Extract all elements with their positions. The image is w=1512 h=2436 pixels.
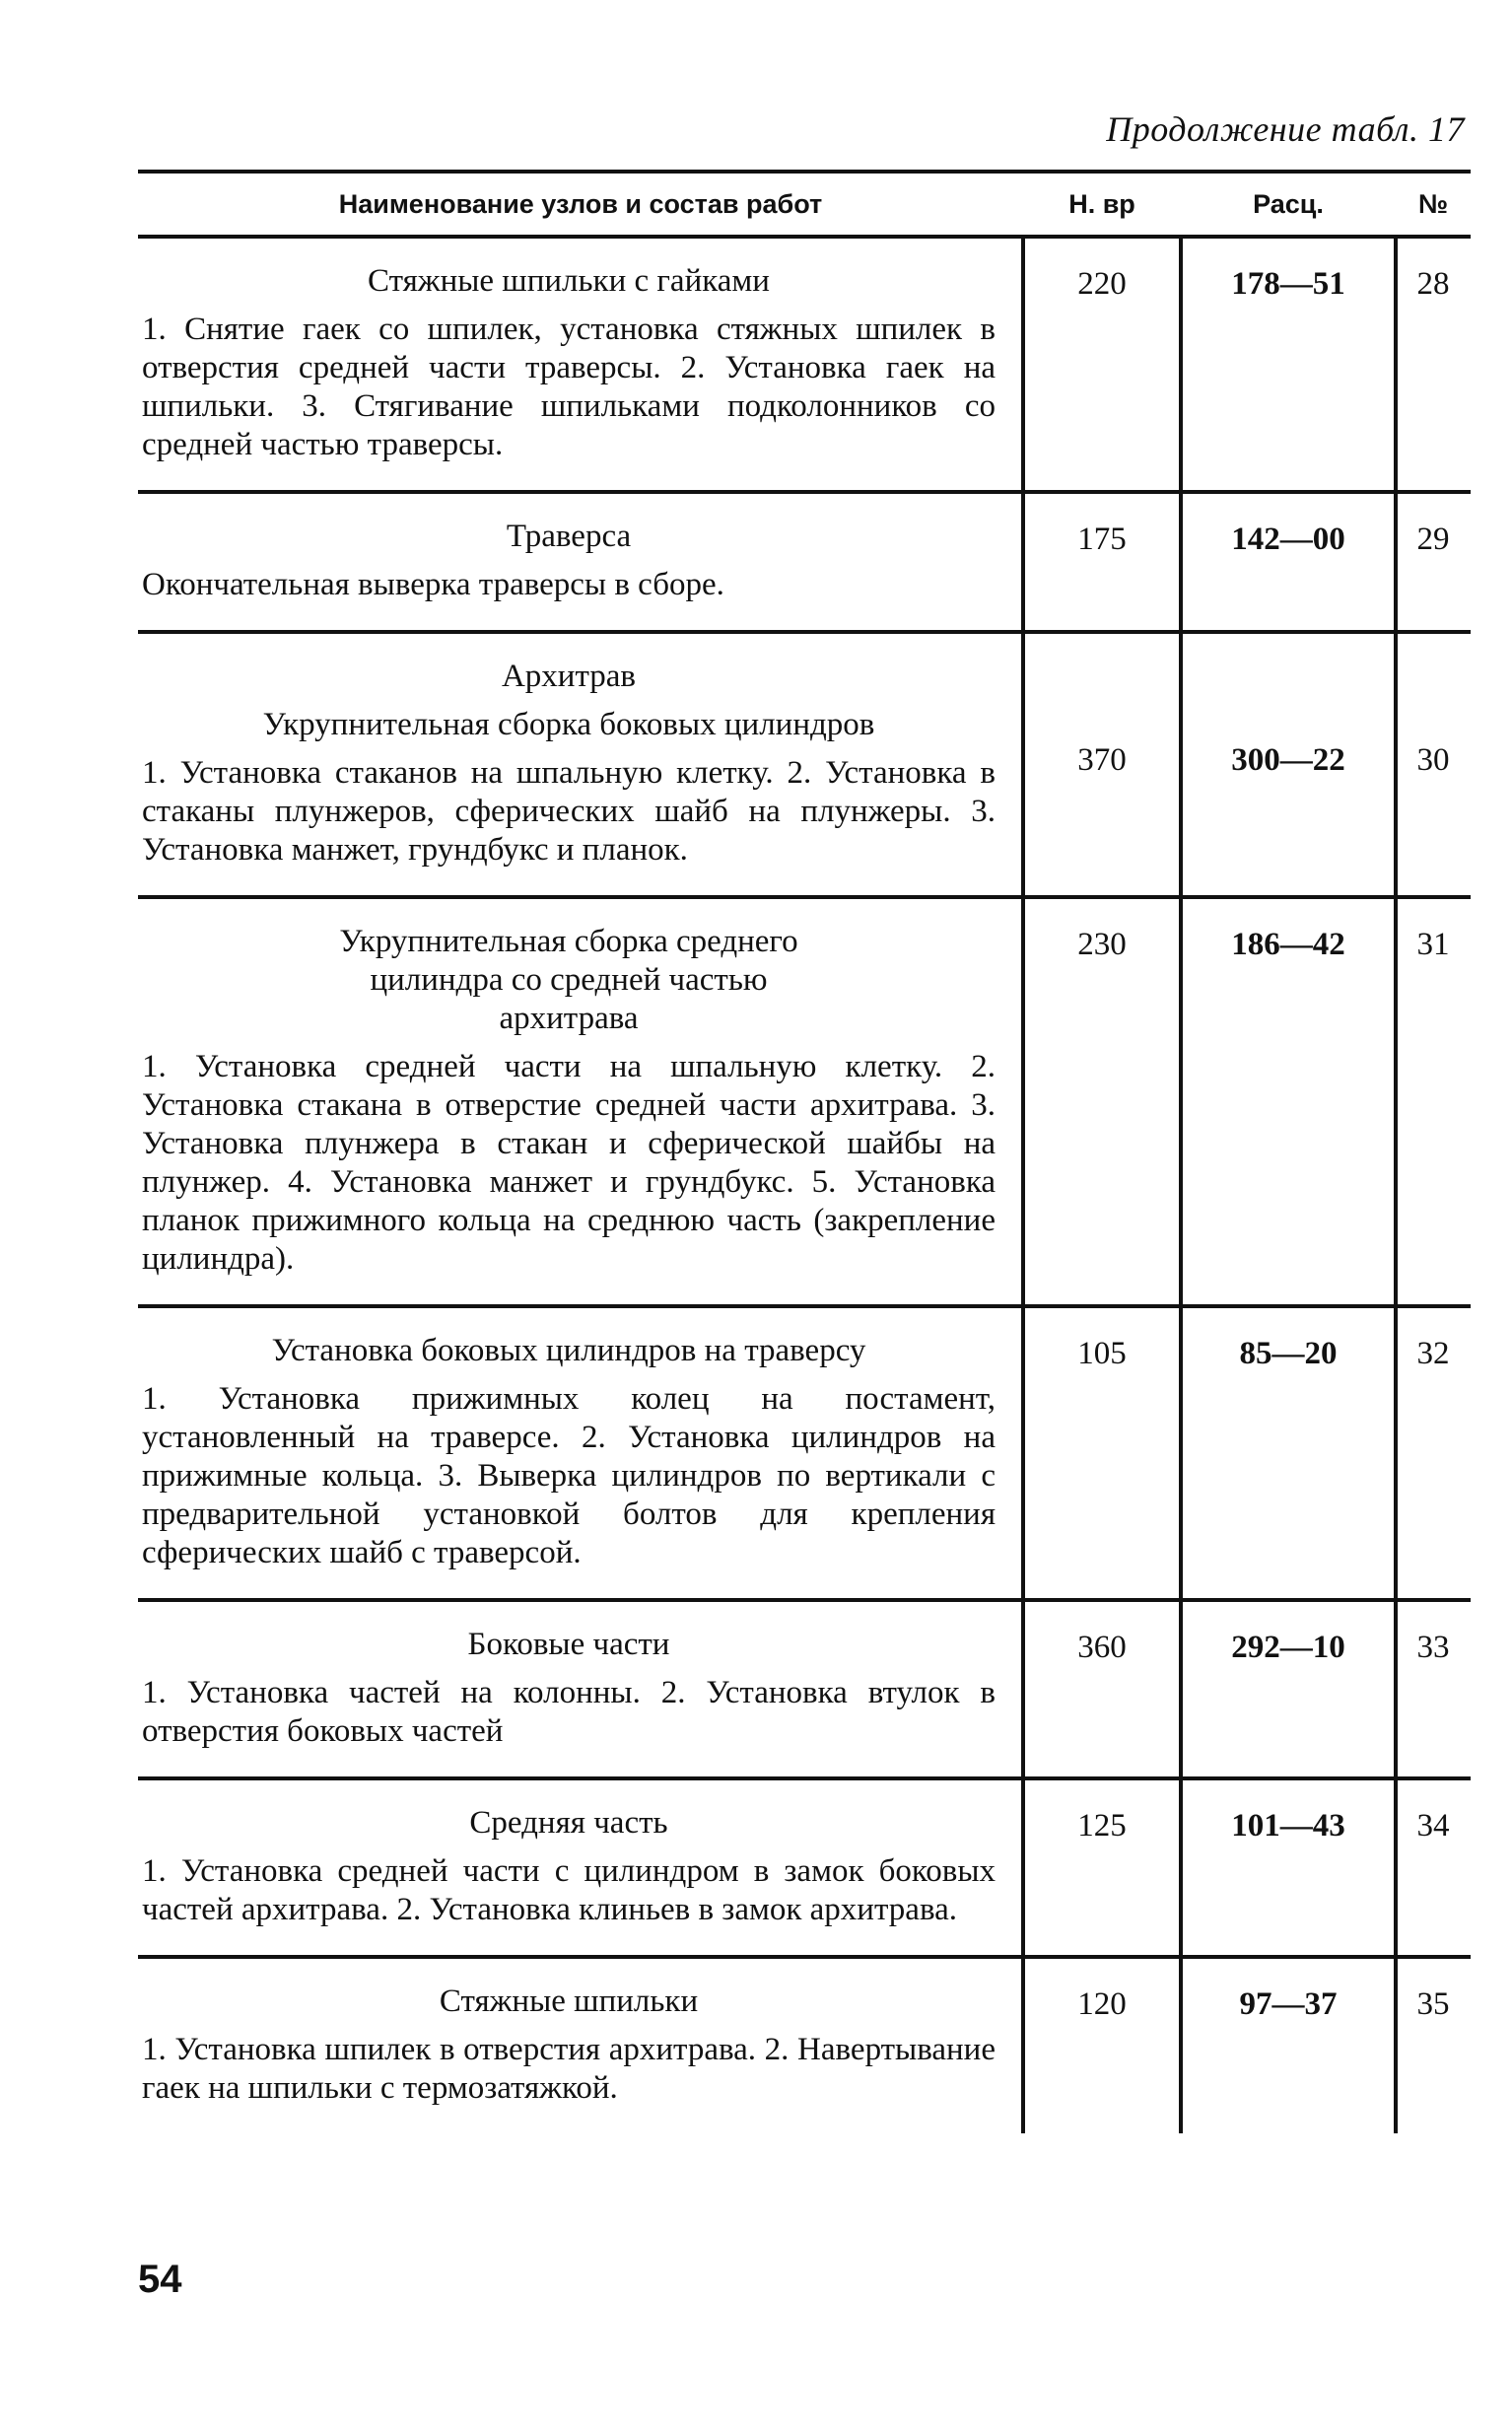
row-rate: 97—37 [1239,1986,1338,2022]
row-rate: 142—00 [1231,522,1345,557]
row-description: 1. Установка средней части с цилиндром в замок боковых частей архитрава. 2. Установка клиньев в замок архитрава. [142,1853,996,1927]
column-divider [1179,239,1183,2133]
table-row [138,1602,1471,1780]
row-description: Окончательная выверка траверсы в сборе. [142,567,724,602]
header-name: Наименование узлов и состав работ [338,189,823,219]
row-title: Установка боковых цилиндров на траверсу [271,1333,866,1368]
row-number: 32 [1416,1336,1450,1371]
row-number: 29 [1416,522,1450,557]
row-hours: 105 [1077,1336,1127,1371]
header-rate: Расц. [1253,189,1324,219]
row-description: 1. Установка средней части на шпальную клетку. 2. Установка стакана в отверстие средней части архитрава. 3. Установка плунжера в стакан и сферической шайбы на плунжер. 4. Установка манжет и грундбукс. 5. Установка планок прижимного кольца на среднюю часть (закрепление цилиндра). [142,1049,996,1277]
row-name-cell [138,239,1015,490]
row-title: Стяжные шпильки с гайками [368,263,770,299]
row-rate: 101—43 [1231,1808,1345,1844]
row-description: 1. Установка стаканов на шпальную клетку. 2. Установка в стаканы плунжеров, сферических шайб на плунжеры. 3. Установка манжет, грундбукс и планок. [142,755,996,868]
works-table [138,170,1471,2133]
row-name-cell [138,1780,1015,1955]
row-name-cell [138,634,1015,895]
table-row [138,899,1471,1308]
page-number: 54 [138,2258,182,2301]
header-num: № [1417,189,1449,219]
table-row [138,1780,1471,1959]
table-row [138,1959,1471,2133]
row-number: 28 [1416,266,1450,302]
header-hours: Н. вр [1068,189,1135,219]
row-title: Укрупнительная сборка боковых цилиндров [262,707,875,742]
row-name-cell [138,1602,1015,1776]
table-caption: Продолжение табл. 17 [1106,109,1465,149]
row-description: 1. Установка частей на колонны. 2. Установка втулок в отверстия боковых частей [142,1675,996,1749]
row-name-cell [138,494,1015,630]
row-rate: 186—42 [1231,927,1345,962]
row-hours: 175 [1077,522,1127,557]
row-hours: 230 [1077,927,1127,962]
row-title: Укрупнительная сборка среднего цилиндра со средней частью архитрава [339,924,798,1036]
row-hours: 360 [1077,1630,1127,1665]
row-title: Боковые части [467,1627,670,1662]
row-rate: 300—22 [1231,742,1345,778]
column-divider [1394,239,1398,2133]
row-hours: 125 [1077,1808,1127,1844]
row-description: 1. Снятие гаек со шпилек, установка стяжных шпилек в отверстия средней части траверсы. 2. Установка гаек на шпильки. 3. Стягивание шпильками подколонников со средней частью траверсы. [142,312,996,462]
row-description: 1. Установка шпилек в отверстия архитрава. 2. Навертывание гаек на шпильки с термозатяжкой. [142,2032,996,2106]
row-number: 34 [1416,1808,1450,1844]
table-row [138,239,1471,494]
row-title: Траверса [506,519,632,554]
row-number: 31 [1416,927,1450,962]
table-row [138,494,1471,634]
row-rate: 292—10 [1231,1630,1345,1665]
row-hours: 370 [1077,742,1127,778]
row-number: 33 [1416,1630,1450,1665]
section-heading: Архитрав [501,659,637,694]
row-hours: 220 [1077,266,1127,302]
row-number: 35 [1416,1986,1450,2022]
row-name-cell [138,899,1015,1304]
column-divider [1021,239,1025,2133]
row-name-cell [138,1959,1015,2133]
row-title: Стяжные шпильки [439,1984,699,2019]
row-description: 1. Установка прижимных колец на постамент, установленный на траверсе. 2. Установка цилиндров на прижимные кольца. 3. Выверка цилиндров по вертикали с предварительной установкой болтов для крепления сферических шайб с траверсой. [142,1381,996,1570]
row-rate: 85—20 [1239,1336,1338,1371]
row-title: Средняя часть [469,1805,668,1841]
table-row [138,1308,1471,1602]
row-number: 30 [1416,742,1450,778]
row-name-cell [138,1308,1015,1598]
row-rate: 178—51 [1231,266,1345,302]
table-header [138,170,1471,239]
row-hours: 120 [1077,1986,1127,2022]
table-row [138,634,1471,899]
